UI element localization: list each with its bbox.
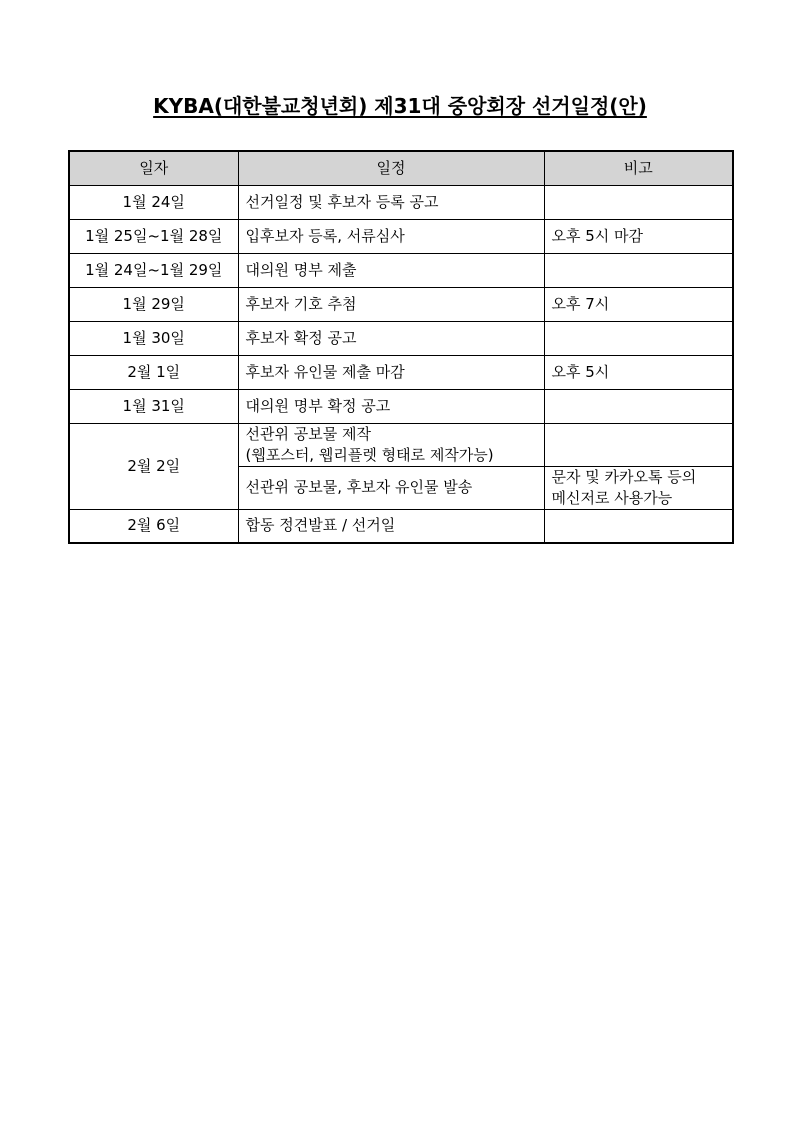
group-schedule-1-line2: (웹포스터, 웹리플렛 형태로 제작가능) (245, 445, 494, 464)
row-schedule: 후보자 기호 추첨 (238, 287, 544, 321)
group-schedule-2: 선관위 공보물, 후보자 유인물 발송 (238, 466, 544, 509)
row-schedule: 선거일정 및 후보자 등록 공고 (238, 185, 544, 219)
row-note: 오후 5시 (544, 355, 733, 389)
table-row (69, 185, 733, 219)
row-date: 1월 29일 (69, 287, 238, 321)
row-date: 1월 24일 (69, 185, 238, 219)
election-schedule-table (68, 150, 734, 544)
table-row (69, 287, 733, 321)
header-schedule: 일정 (238, 151, 544, 185)
row-schedule: 후보자 확정 공고 (238, 321, 544, 355)
table-header-row (69, 151, 733, 185)
row-note: 오후 5시 마감 (544, 219, 733, 253)
row-schedule: 대의원 명부 확정 공고 (238, 389, 544, 423)
group-schedule-1 (238, 423, 544, 466)
row-note: 오후 7시 (544, 287, 733, 321)
row-date: 1월 30일 (69, 321, 238, 355)
table-row (69, 219, 733, 253)
row-date: 1월 31일 (69, 389, 238, 423)
row-schedule: 후보자 유인물 제출 마감 (238, 355, 544, 389)
group-note-2 (544, 466, 733, 509)
table-row (69, 321, 733, 355)
header-note: 비고 (544, 151, 733, 185)
table-row (69, 355, 733, 389)
row-note (544, 389, 733, 423)
row-schedule: 대의원 명부 제출 (238, 253, 544, 287)
row-date: 2월 6일 (69, 509, 238, 543)
row-note (544, 253, 733, 287)
table-row (69, 423, 733, 466)
table-row (69, 509, 733, 543)
row-schedule: 합동 정견발표 / 선거일 (238, 509, 544, 543)
table-row (69, 253, 733, 287)
group-note-2-line1: 문자 및 카카오톡 등의 (551, 467, 697, 486)
row-note (544, 509, 733, 543)
document-title: KYBA(대한불교청년회) 제31대 중앙회장 선거일정(안) (153, 94, 647, 118)
row-note (544, 185, 733, 219)
row-date: 1월 25일~1월 28일 (69, 219, 238, 253)
row-note (544, 321, 733, 355)
group-note-2-line2: 메신저로 사용가능 (551, 488, 673, 507)
table-row (69, 389, 733, 423)
row-date: 2월 1일 (69, 355, 238, 389)
group-note-1 (544, 423, 733, 466)
row-date: 1월 24일~1월 29일 (69, 253, 238, 287)
group-date: 2월 2일 (69, 423, 238, 509)
row-schedule: 입후보자 등록, 서류심사 (238, 219, 544, 253)
header-date: 일자 (69, 151, 238, 185)
group-schedule-1-line1: 선관위 공보물 제작 (245, 424, 371, 443)
